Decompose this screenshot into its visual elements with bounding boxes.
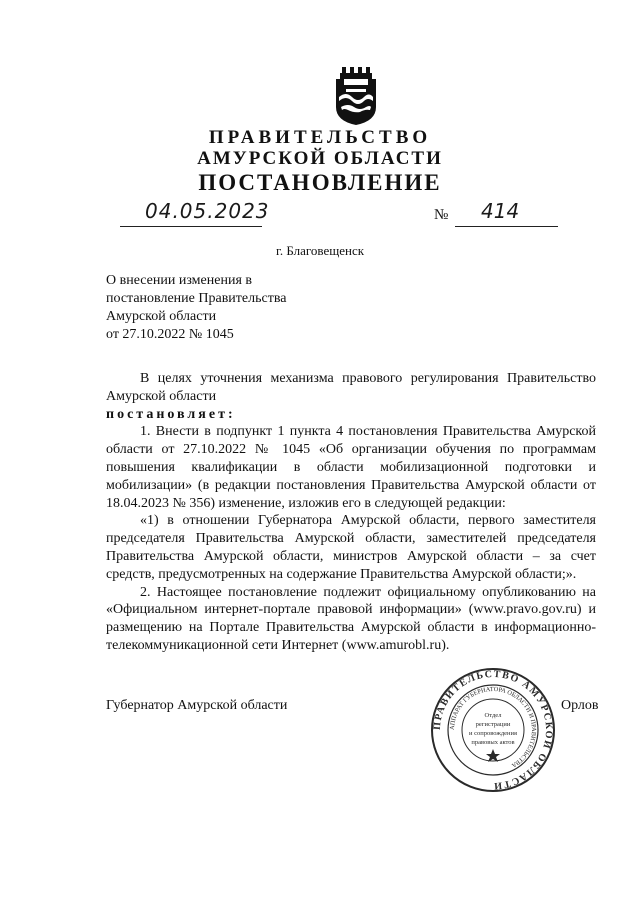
number-sign: № bbox=[434, 207, 449, 223]
official-seal-stamp bbox=[430, 667, 556, 793]
city-name: г. Благовещенск bbox=[275, 243, 365, 258]
subject-line: от 27.10.2022 № 1045 bbox=[106, 327, 234, 342]
coat-of-arms-icon bbox=[334, 67, 378, 125]
item-1-quote-paragraph: «1) в отношении Губернатора Амурской области, первого заместителя председателя Правительства Амурской области, заместителей председателя Правительства Амурской области, министров Амурской области – за счет средств, предусмотренных на содержание Правительства Амурской области;». bbox=[106, 513, 596, 582]
number-underline bbox=[455, 226, 558, 227]
seal-outer-text: ПРАВИТЕЛЬСТВО АМУРСКОЙ ОБЛАСТИ bbox=[431, 668, 555, 792]
seal-center-line: регистрации bbox=[475, 721, 511, 728]
seal-center-line: правовых актов bbox=[471, 739, 515, 746]
intro-paragraph: В целях уточнения механизма правового регулирования Правительство Амурской области bbox=[106, 371, 596, 404]
item-2-paragraph: 2. Настоящее постановление подлежит официальному опубликованию на «Официальном интернет-портале правовой информации» (www.pravo.gov.ru) и размещению на Портале Правительства Амурской области в информационно-телекоммуникационной сети Интернет (www.amurobl.ru). bbox=[106, 584, 596, 653]
date-underline bbox=[120, 226, 262, 227]
decree-body bbox=[106, 370, 596, 655]
document-type-title: ПОСТАНОВЛЕНИЕ bbox=[198, 170, 442, 195]
seal-ring-text: АППАРАТ ГУБЕРНАТОРА ОБЛАСТИ И ПРАВИТЕЛЬСТВА bbox=[448, 685, 538, 769]
seal-center-line: и сопровождения bbox=[469, 730, 517, 737]
item-1-paragraph: 1. Внести в подпункт 1 пункта 4 постановления Правительства Амурской области от 27.10.2022 № 1045 «Об организации обучения по программам повышения квалификации в области мобилизационной подготовки и мобилизации» (в редакции постановления Правительства Амурской области от 18.04.2023 № 356) изменение, изложив его в следующей редакции: bbox=[106, 424, 596, 511]
decree-word-paragraph bbox=[106, 406, 596, 424]
subject-line: О внесении изменения в bbox=[106, 273, 252, 288]
government-name-line1: ПРАВИТЕЛЬСТВО bbox=[208, 127, 432, 148]
government-name-line2: АМУРСКОЙ ОБЛАСТИ bbox=[197, 148, 443, 169]
handwritten-number: 414 bbox=[481, 199, 520, 223]
decree-word: постановляет: bbox=[106, 406, 236, 422]
document-subject bbox=[106, 272, 286, 344]
handwritten-date: 04.05.2023 bbox=[145, 199, 270, 223]
seal-star-icon bbox=[486, 749, 500, 762]
signatory-surname: Орлов bbox=[561, 698, 599, 713]
subject-line: постановление Правительства bbox=[106, 291, 287, 306]
signatory-position: Губернатор Амурской области bbox=[106, 698, 288, 713]
subject-line: Амурской области bbox=[106, 309, 217, 324]
seal-center-line: Отдел bbox=[484, 712, 502, 719]
